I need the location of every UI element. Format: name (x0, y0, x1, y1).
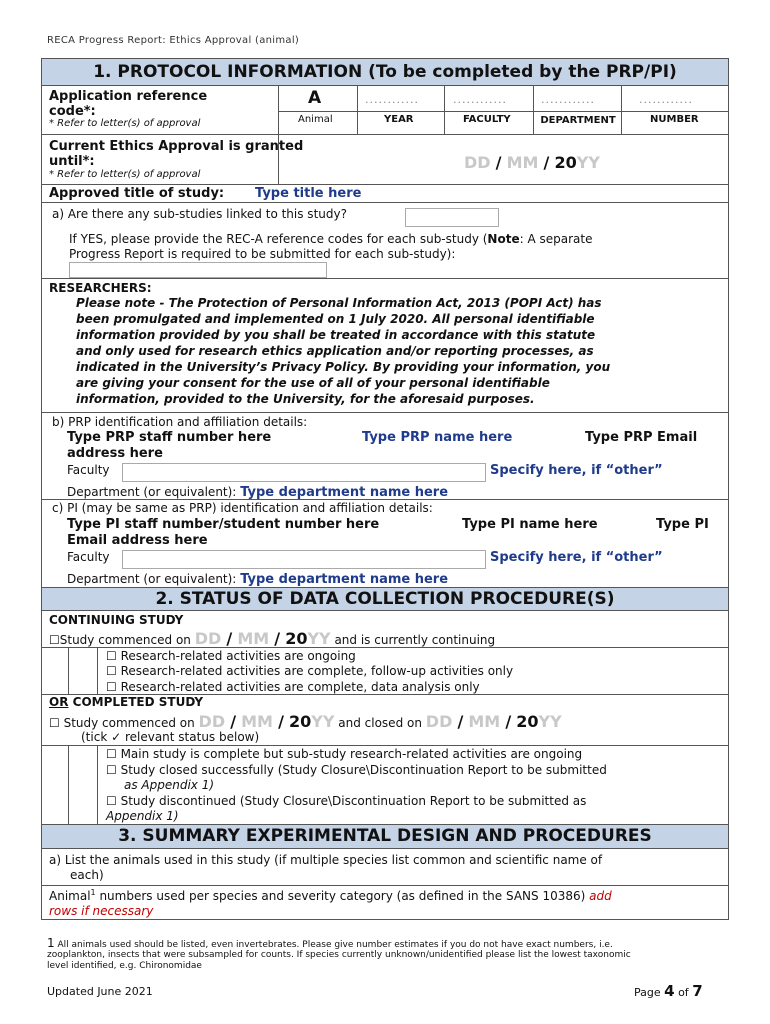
pi-email-cont[interactable]: Email address here (67, 533, 208, 548)
code-header-department: DEPARTMENT (540, 115, 616, 126)
updated-date: Updated June 2021 (47, 985, 153, 998)
popi-line-7: information, provided to the University, for the aforesaid purposes. (76, 392, 535, 406)
approval-label: Current Ethics Approval is granted until*: (49, 139, 304, 169)
pi-dept-input[interactable]: Type department name here (240, 572, 449, 587)
if-yes-text: If YES, please provide the REC-A reference codes for each sub-study (Note: A separate (69, 232, 593, 246)
pi-label: c) PI (may be same as PRP) identification and affiliation details: (52, 501, 433, 515)
code-number-dots: ............ (639, 93, 693, 106)
animal-numbers-label: Animal$^1$ numbers used per species and severity category (as defined in the SANS 10386) add (49, 888, 612, 903)
add-rows-note: rows if necessary (49, 904, 154, 918)
pi-name[interactable]: Type PI name here (462, 517, 598, 532)
section-2-title: 2. STATUS OF DATA COLLECTION PROCEDURE(S) (41, 587, 729, 611)
cont-option-followup[interactable]: ☐ Research-related activities are complete, follow-up activities only (106, 664, 514, 678)
code-dept-dots: ............ (541, 93, 595, 106)
pi-faculty-other[interactable]: Specify here, if “other” (490, 550, 663, 565)
cont-option-analysis[interactable]: ☐ Research-related activities are complete, data analysis only (106, 680, 480, 694)
continuing-commenced[interactable]: ☐Study commenced on DD / MM / 20YY and is currently continuing (49, 629, 496, 648)
prp-faculty-select[interactable] (122, 463, 486, 482)
if-yes-text-2: Progress Report is required to be submitted for each sub-study): (69, 247, 456, 261)
prp-email-cont[interactable]: address here (67, 446, 163, 461)
substudy-codes-field[interactable] (69, 262, 327, 278)
popi-line-5: indicated in the University’s Privacy Policy. By providing your information, you (76, 360, 611, 374)
pi-staff-number[interactable]: Type PI staff number/student number here (67, 517, 380, 532)
code-header-animal: Animal (298, 114, 333, 125)
popi-line-3: information provided by you shall be treated in accordance with this statute (76, 328, 596, 342)
prp-label: b) PRP identification and affiliation details: (52, 415, 308, 429)
refer-note: * Refer to letter(s) of approval (49, 118, 201, 129)
code-faculty-dots: ............ (453, 93, 507, 106)
code-year-dots: ............ (365, 93, 419, 106)
pi-faculty-select[interactable] (122, 550, 486, 569)
app-ref-label: Application reference code*: (49, 89, 208, 119)
researchers-label: RESEARCHERS: (49, 281, 152, 295)
comp-option-closed-cont: as Appendix 1) (124, 778, 215, 792)
section-3-title: 3. SUMMARY EXPERIMENTAL DESIGN AND PROCEDURES (41, 824, 729, 849)
continuing-study-label: CONTINUING STUDY (49, 613, 184, 627)
title-label: Approved title of study: (49, 186, 225, 201)
prp-email[interactable]: Type PRP Email (585, 430, 698, 445)
list-animals-question-cont: each) (70, 868, 104, 882)
prp-faculty-other[interactable]: Specify here, if “other” (490, 463, 663, 478)
pi-email[interactable]: Type PI (656, 517, 709, 532)
prp-name[interactable]: Type PRP name here (362, 430, 513, 445)
comp-option-discontinued[interactable]: ☐ Study discontinued (Study Closure\Discontinuation Report to be submitted as (106, 794, 587, 808)
prp-dept-label: Department (or equivalent): Type department name here (67, 485, 449, 500)
prp-faculty-label: Faculty (67, 463, 110, 477)
substudies-answer-field[interactable] (405, 208, 499, 227)
completed-dates[interactable]: ☐ Study commenced on DD / MM / 20YY and closed on DD / MM / 20YY (49, 712, 562, 731)
footnote-line-1: 1 All animals used should be listed, even invertebrates. Please give number estimates if you do not have exact numbers, i.e. (47, 936, 613, 950)
tick-note: (tick ✓ relevant status below) (81, 730, 260, 744)
running-header: RECA Progress Report: Ethics Approval (animal) (47, 35, 300, 46)
cont-option-ongoing[interactable]: ☐ Research-related activities are ongoing (106, 649, 356, 663)
comp-option-closed[interactable]: ☐ Study closed successfully (Study Closure\Discontinuation Report to be submitted (106, 763, 607, 777)
title-input[interactable]: Type title here (255, 186, 362, 201)
completed-study-label: OR COMPLETED STUDY (49, 695, 204, 709)
popi-line-4: and only used for research ethics application and/or reporting processes, as (76, 344, 594, 358)
prp-dept-input[interactable]: Type department name here (240, 485, 449, 500)
section-1-title: 1. PROTOCOL INFORMATION (To be completed by the PRP/PI) (41, 58, 729, 86)
refer-note-2: * Refer to letter(s) of approval (49, 169, 201, 180)
popi-line-1: Please note - The Protection of Personal Information Act, 2013 (POPI Act) has (76, 296, 602, 310)
footnote-line-2: zooplankton, insects that were subsampled for counts. If species currently unknown/unidentified please list the lowest taxonomic (47, 950, 631, 960)
list-animals-question: a) List the animals used in this study (if multiple species list common and scientific name of (49, 853, 603, 867)
comp-option-substudy[interactable]: ☐ Main study is complete but sub-study research-related activities are ongoing (106, 747, 583, 761)
popi-line-2: been promulgated and implemented on 1 July 2020. All personal identifiable (76, 312, 595, 326)
question-substudies: a) Are there any sub-studies linked to this study? (52, 207, 347, 221)
pi-dept-label: Department (or equivalent): Type department name here (67, 572, 449, 587)
footnote-line-3: level identified, e.g. Chironomidae (47, 961, 202, 971)
page-number: Page 4 of 7 (634, 982, 703, 1000)
approval-date[interactable]: DD / MM / 20YY (464, 153, 600, 172)
popi-line-6: are giving your consent for the use of all of your personal identifiable (76, 376, 550, 390)
pi-faculty-label: Faculty (67, 550, 110, 564)
prp-staff-number[interactable]: Type PRP staff number here (67, 430, 272, 445)
code-header-faculty: FACULTY (463, 114, 511, 125)
comp-option-discontinued-cont: Appendix 1) (106, 809, 179, 823)
code-header-year: YEAR (384, 114, 414, 125)
code-header-number: NUMBER (650, 114, 699, 125)
code-letter: A (308, 88, 322, 108)
